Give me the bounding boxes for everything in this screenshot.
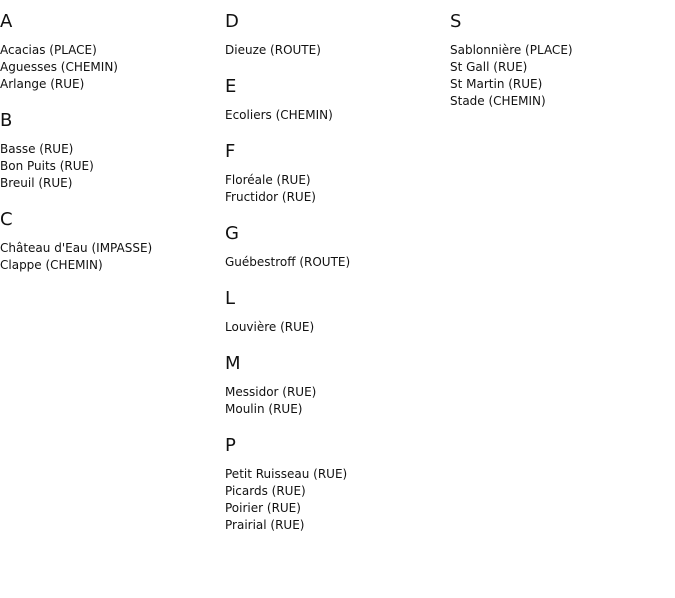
street-link[interactable]: Guébestroff (ROUTE) [225, 255, 351, 269]
street-list [0, 141, 225, 192]
section-letter: A [0, 11, 13, 32]
street-link[interactable]: Louvière (RUE) [225, 320, 315, 334]
letter-section-d [225, 11, 450, 59]
section-letter: D [225, 11, 239, 32]
street-link[interactable]: Basse (RUE) [0, 142, 74, 156]
street-link[interactable]: St Martin (RUE) [450, 77, 543, 91]
street-link[interactable]: Poirier (RUE) [225, 501, 301, 515]
street-link[interactable]: Picards (RUE) [225, 484, 306, 498]
street-list [450, 42, 675, 110]
street-link[interactable]: Acacias (PLACE) [0, 43, 97, 57]
street-link[interactable]: St Gall (RUE) [450, 60, 528, 74]
section-letter: L [225, 288, 236, 309]
letter-section-g [225, 223, 450, 271]
letter-section-a [0, 11, 225, 93]
street-link[interactable]: Breuil (RUE) [0, 176, 73, 190]
street-list [225, 384, 450, 418]
section-letter: S [450, 11, 462, 32]
street-list [0, 42, 225, 93]
street-list [0, 240, 225, 274]
letter-section-p [225, 435, 450, 534]
letter-section-f [225, 141, 450, 206]
street-link[interactable]: Petit Ruisseau (RUE) [225, 467, 348, 481]
street-link[interactable]: Floréale (RUE) [225, 173, 311, 187]
street-link[interactable]: Prairial (RUE) [225, 518, 305, 532]
street-list [225, 42, 450, 59]
letter-section-l [225, 288, 450, 336]
letter-section-c [0, 209, 225, 274]
section-letter: G [225, 223, 239, 244]
street-link[interactable]: Arlange (RUE) [0, 77, 85, 91]
section-letter: B [0, 110, 13, 131]
street-link[interactable]: Bon Puits (RUE) [0, 159, 94, 173]
street-link[interactable]: Aguesses (CHEMIN) [0, 60, 118, 74]
street-link[interactable]: Stade (CHEMIN) [450, 94, 546, 108]
street-index-column-1 [0, 0, 225, 274]
street-link[interactable]: Messidor (RUE) [225, 385, 317, 399]
street-index-column-2 [225, 0, 450, 534]
letter-section-b [0, 110, 225, 192]
section-letter: P [225, 435, 236, 456]
street-link[interactable]: Sablonnière (PLACE) [450, 43, 573, 57]
street-link[interactable]: Moulin (RUE) [225, 402, 303, 416]
letter-section-m [225, 353, 450, 418]
street-link[interactable]: Château d'Eau (IMPASSE) [0, 241, 153, 255]
street-link[interactable]: Clappe (CHEMIN) [0, 258, 103, 272]
section-letter: M [225, 353, 241, 374]
street-list [225, 172, 450, 206]
section-letter: C [0, 209, 13, 230]
street-index-column-3 [450, 0, 675, 110]
street-link[interactable]: Dieuze (ROUTE) [225, 43, 321, 57]
letter-section-s [450, 11, 675, 110]
street-list [225, 107, 450, 124]
section-letter: E [225, 76, 237, 97]
letter-section-e [225, 76, 450, 124]
street-list [225, 466, 450, 534]
street-list [225, 254, 450, 271]
street-link[interactable]: Fructidor (RUE) [225, 190, 316, 204]
street-link[interactable]: Ecoliers (CHEMIN) [225, 108, 333, 122]
section-letter: F [225, 141, 236, 162]
street-list [225, 319, 450, 336]
